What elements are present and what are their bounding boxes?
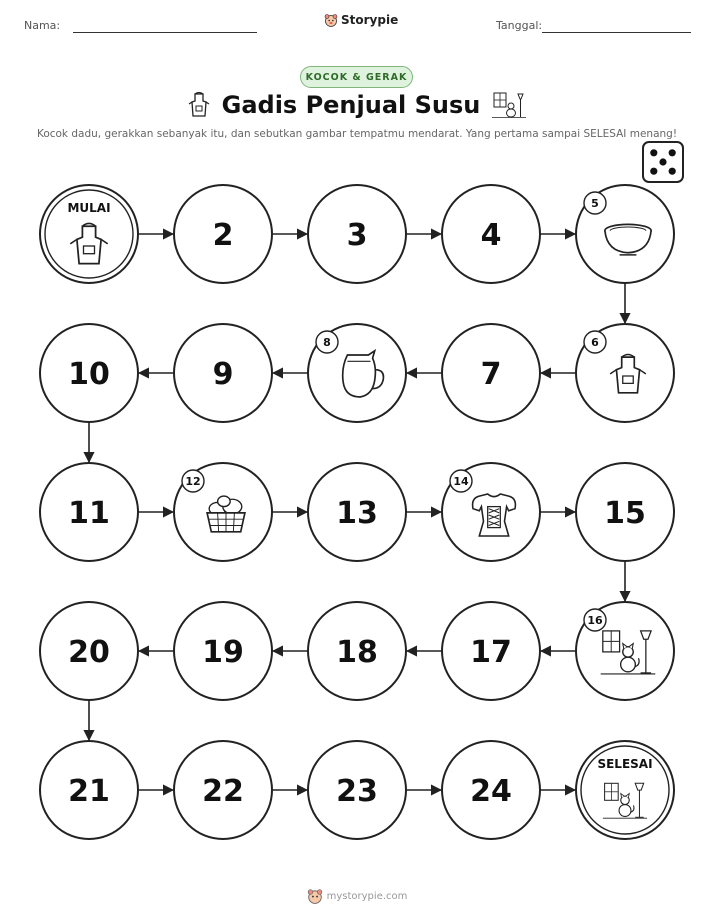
board-space-10[interactable] <box>40 324 138 422</box>
space-number: 3 <box>346 218 368 253</box>
title-text: Gadis Penjual Susu <box>221 91 481 119</box>
finish-label: SELESAI <box>597 757 653 771</box>
space-number: 18 <box>336 635 378 670</box>
board-space-9[interactable] <box>174 324 272 422</box>
board-space-12[interactable] <box>174 463 272 561</box>
space-number: 13 <box>336 496 378 531</box>
footer <box>0 888 714 904</box>
space-number: 7 <box>480 357 502 392</box>
space-number: 2 <box>212 218 234 253</box>
board-space-5[interactable] <box>576 185 674 283</box>
board-space-20[interactable] <box>40 602 138 700</box>
instructions: Kocok dadu, gerakkan sebanyak itu, dan sebutkan gambar tempatmu mendarat. Yang pertama sampai SELESAI menang! <box>36 128 678 140</box>
space-number: 22 <box>202 774 244 809</box>
board-space-11[interactable] <box>40 463 138 561</box>
space-number: 23 <box>336 774 378 809</box>
space-number: 19 <box>202 635 244 670</box>
name-label: Nama: <box>24 19 61 32</box>
space-number: 17 <box>470 635 512 670</box>
mascot-icon <box>307 888 323 904</box>
board-space-3[interactable] <box>308 185 406 283</box>
board-space-24[interactable] <box>442 741 540 839</box>
board-space-16[interactable] <box>576 602 674 700</box>
dice-pip <box>669 149 676 156</box>
dice-pip <box>650 149 657 156</box>
board-space-18[interactable] <box>308 602 406 700</box>
board-space-4[interactable] <box>442 185 540 283</box>
space-number: 10 <box>68 357 110 392</box>
space-number: 15 <box>604 496 646 531</box>
dice-pip <box>659 158 666 165</box>
board-space-17[interactable] <box>442 602 540 700</box>
space-number: 9 <box>212 357 234 392</box>
board-space-6[interactable] <box>576 324 674 422</box>
board-space-25[interactable] <box>576 741 674 839</box>
date-label: Tanggal: <box>496 19 543 32</box>
space-number: 24 <box>470 774 512 809</box>
dice-pip <box>650 168 657 175</box>
space-number-badge: 8 <box>323 336 331 349</box>
space-number-badge: 12 <box>185 475 201 488</box>
space-number: 20 <box>68 635 110 670</box>
start-label: MULAI <box>67 201 111 215</box>
dice-pip <box>669 168 676 175</box>
board-space-13[interactable] <box>308 463 406 561</box>
space-number: 4 <box>480 218 502 253</box>
board-space-22[interactable] <box>174 741 272 839</box>
space-number-badge: 16 <box>587 614 603 627</box>
board-space-19[interactable] <box>174 602 272 700</box>
board-space-8[interactable] <box>308 324 406 422</box>
board-space-15[interactable] <box>576 463 674 561</box>
board-space-21[interactable] <box>40 741 138 839</box>
board-space-2[interactable] <box>174 185 272 283</box>
brand-name: Storypie <box>341 13 399 27</box>
space-number-badge: 6 <box>591 336 599 349</box>
space-number-badge: 14 <box>453 475 469 488</box>
board-space-1[interactable] <box>40 185 138 283</box>
space-number-badge: 5 <box>591 197 599 210</box>
board-space-14[interactable] <box>442 463 540 561</box>
space-number: 11 <box>68 496 110 531</box>
space-number: 21 <box>68 774 110 809</box>
dice-icon[interactable] <box>643 142 683 182</box>
board-space-23[interactable] <box>308 741 406 839</box>
board-space-7[interactable] <box>442 324 540 422</box>
category-badge: KOCOK & GERAK <box>300 66 413 88</box>
footer-url: mystorypie.com <box>326 890 408 902</box>
